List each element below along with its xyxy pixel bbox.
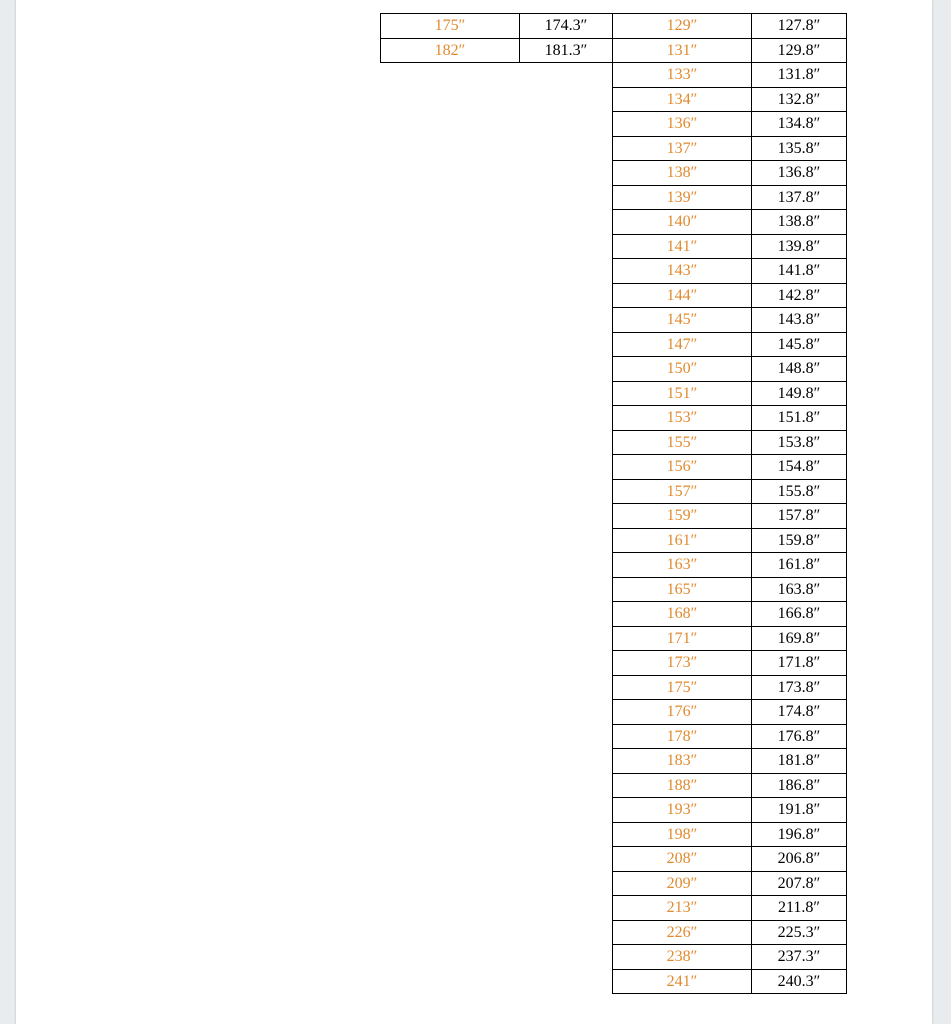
original-size-cell: 176″	[613, 700, 752, 725]
table-row	[613, 773, 847, 798]
converted-size-cell: 143.8″	[752, 308, 847, 333]
table-row	[613, 945, 847, 970]
original-size-cell: 147″	[613, 332, 752, 357]
table-row	[613, 798, 847, 823]
original-size-cell: 178″	[613, 724, 752, 749]
table-row	[613, 259, 847, 284]
converted-size-cell: 153.8″	[752, 430, 847, 455]
converted-size-cell: 186.8″	[752, 773, 847, 798]
table-row	[613, 553, 847, 578]
converted-size-cell: 138.8″	[752, 210, 847, 235]
original-size-cell: 143″	[613, 259, 752, 284]
converted-size-cell: 159.8″	[752, 528, 847, 553]
converted-size-cell: 173.8″	[752, 675, 847, 700]
table-row	[613, 210, 847, 235]
table-row	[613, 847, 847, 872]
converted-size-cell: 131.8″	[752, 63, 847, 88]
original-size-cell: 134″	[613, 87, 752, 112]
table-row	[613, 479, 847, 504]
left-size-table	[380, 13, 613, 63]
converted-size-cell: 207.8″	[752, 871, 847, 896]
converted-size-cell: 127.8″	[752, 14, 847, 39]
converted-size-cell: 139.8″	[752, 234, 847, 259]
original-size-cell: 157″	[613, 479, 752, 504]
table-row	[613, 136, 847, 161]
table-row	[613, 430, 847, 455]
table-row	[613, 577, 847, 602]
converted-size-cell: 145.8″	[752, 332, 847, 357]
original-size-cell: 171″	[613, 626, 752, 651]
converted-size-cell: 155.8″	[752, 479, 847, 504]
original-size-cell: 163″	[613, 553, 752, 578]
converted-size-cell: 166.8″	[752, 602, 847, 627]
converted-size-cell: 161.8″	[752, 553, 847, 578]
table-row	[613, 651, 847, 676]
original-size-cell: 156″	[613, 455, 752, 480]
table-row	[613, 185, 847, 210]
original-size-cell: 159″	[613, 504, 752, 529]
converted-size-cell: 191.8″	[752, 798, 847, 823]
table-row	[613, 871, 847, 896]
table-row	[613, 112, 847, 137]
converted-size-cell: 157.8″	[752, 504, 847, 529]
table-row	[613, 724, 847, 749]
table-row	[613, 381, 847, 406]
original-size-cell: 133″	[613, 63, 752, 88]
original-size-cell: 173″	[613, 651, 752, 676]
converted-size-cell: 169.8″	[752, 626, 847, 651]
table-row	[613, 700, 847, 725]
table-row	[613, 357, 847, 382]
original-size-cell: 198″	[613, 822, 752, 847]
table-row	[613, 332, 847, 357]
original-size-cell: 151″	[613, 381, 752, 406]
table-row	[381, 38, 613, 63]
table-row	[613, 749, 847, 774]
converted-size-cell: 142.8″	[752, 283, 847, 308]
converted-size-cell: 196.8″	[752, 822, 847, 847]
original-size-cell: 140″	[613, 210, 752, 235]
original-size-cell: 138″	[613, 161, 752, 186]
original-size-cell: 193″	[613, 798, 752, 823]
converted-size-cell: 135.8″	[752, 136, 847, 161]
converted-size-cell: 237.3″	[752, 945, 847, 970]
table-row	[613, 308, 847, 333]
original-size-cell: 183″	[613, 749, 752, 774]
converted-size-cell: 137.8″	[752, 185, 847, 210]
table-row	[613, 920, 847, 945]
original-size-cell: 213″	[613, 896, 752, 921]
converted-size-cell: 176.8″	[752, 724, 847, 749]
converted-size-cell: 132.8″	[752, 87, 847, 112]
original-size-cell: 137″	[613, 136, 752, 161]
converted-size-cell: 206.8″	[752, 847, 847, 872]
original-size-cell: 226″	[613, 920, 752, 945]
table-row	[613, 528, 847, 553]
table-row	[613, 234, 847, 259]
table-row	[613, 626, 847, 651]
table-row	[613, 504, 847, 529]
right-table-body	[613, 14, 847, 994]
original-size-cell: 136″	[613, 112, 752, 137]
table-row	[613, 406, 847, 431]
converted-size-cell: 181.8″	[752, 749, 847, 774]
converted-size-cell: 171.8″	[752, 651, 847, 676]
table-row	[613, 822, 847, 847]
original-size-cell: 161″	[613, 528, 752, 553]
converted-size-cell: 174.3″	[520, 14, 613, 39]
converted-size-cell: 129.8″	[752, 38, 847, 63]
table-row	[613, 896, 847, 921]
converted-size-cell: 225.3″	[752, 920, 847, 945]
converted-size-cell: 181.3″	[520, 38, 613, 63]
table-row	[613, 283, 847, 308]
converted-size-cell: 151.8″	[752, 406, 847, 431]
converted-size-cell: 148.8″	[752, 357, 847, 382]
converted-size-cell: 136.8″	[752, 161, 847, 186]
table-row	[613, 87, 847, 112]
table-row	[613, 14, 847, 39]
original-size-cell: 131″	[613, 38, 752, 63]
table-row	[613, 969, 847, 994]
original-size-cell: 165″	[613, 577, 752, 602]
original-size-cell: 153″	[613, 406, 752, 431]
table-row	[381, 14, 613, 39]
converted-size-cell: 149.8″	[752, 381, 847, 406]
original-size-cell: 188″	[613, 773, 752, 798]
original-size-cell: 182″	[381, 38, 520, 63]
left-table-body	[381, 14, 613, 63]
original-size-cell: 155″	[613, 430, 752, 455]
original-size-cell: 150″	[613, 357, 752, 382]
original-size-cell: 145″	[613, 308, 752, 333]
document-page	[16, 0, 932, 1024]
converted-size-cell: 141.8″	[752, 259, 847, 284]
converted-size-cell: 154.8″	[752, 455, 847, 480]
converted-size-cell: 240.3″	[752, 969, 847, 994]
original-size-cell: 129″	[613, 14, 752, 39]
original-size-cell: 238″	[613, 945, 752, 970]
original-size-cell: 175″	[381, 14, 520, 39]
original-size-cell: 241″	[613, 969, 752, 994]
converted-size-cell: 174.8″	[752, 700, 847, 725]
original-size-cell: 139″	[613, 185, 752, 210]
right-size-table	[612, 13, 847, 994]
original-size-cell: 208″	[613, 847, 752, 872]
table-row	[613, 602, 847, 627]
converted-size-cell: 211.8″	[752, 896, 847, 921]
converted-size-cell: 163.8″	[752, 577, 847, 602]
table-row	[613, 63, 847, 88]
converted-size-cell: 134.8″	[752, 112, 847, 137]
original-size-cell: 168″	[613, 602, 752, 627]
table-row	[613, 161, 847, 186]
table-row	[613, 675, 847, 700]
table-row	[613, 38, 847, 63]
original-size-cell: 209″	[613, 871, 752, 896]
original-size-cell: 175″	[613, 675, 752, 700]
original-size-cell: 144″	[613, 283, 752, 308]
table-row	[613, 455, 847, 480]
original-size-cell: 141″	[613, 234, 752, 259]
